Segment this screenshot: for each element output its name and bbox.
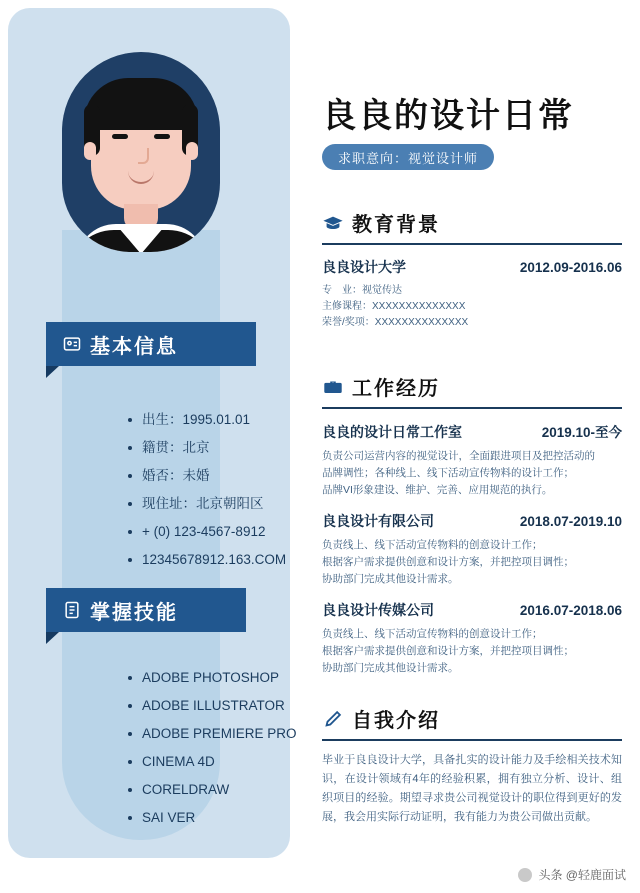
toutiao-logo-icon bbox=[518, 868, 532, 882]
section-education bbox=[322, 208, 622, 331]
avatar-eye-right bbox=[154, 134, 170, 139]
education-title: 教育背景 bbox=[352, 214, 440, 236]
about-title: 自我介绍 bbox=[352, 710, 440, 732]
briefcase-icon bbox=[322, 376, 344, 398]
experience-company: 良良设计传媒公司 bbox=[322, 602, 434, 618]
basic-info-list bbox=[88, 406, 286, 574]
list-item: ADOBE ILLUSTRATOR bbox=[128, 692, 297, 720]
experience-details: 负责公司运营内容的视觉设计，全面跟进项目及把控活动的 品牌调性；各种线上、线下活动宣传物料的设计工作； 品牌VI形象建设、维护、完善、应用规范的执行。 bbox=[322, 450, 595, 496]
avatar-nose bbox=[138, 148, 149, 164]
skills-heading bbox=[46, 588, 246, 632]
list-item: SAI VER bbox=[128, 804, 297, 832]
list-item: CORELDRAW bbox=[128, 776, 297, 804]
list-item: ADOBE PREMIERE PRO bbox=[128, 720, 297, 748]
list-item: 籍贯：北京 bbox=[128, 434, 286, 462]
experience-company: 良良的设计日常工作室 bbox=[322, 424, 462, 440]
experience-entry-row bbox=[322, 511, 622, 531]
list-item: 出生：1995.01.01 bbox=[128, 406, 286, 434]
ribbon-fold-basic bbox=[46, 366, 59, 378]
education-date: 2012.09-2016.06 bbox=[519, 260, 622, 275]
right-column bbox=[312, 0, 632, 893]
footer-text: 头条 @轻鹿面试 bbox=[538, 868, 626, 882]
ribbon-fold-skills bbox=[46, 632, 59, 644]
experience-heading bbox=[322, 372, 622, 409]
avatar-blob bbox=[62, 52, 220, 252]
pen-icon bbox=[322, 708, 344, 730]
list-item: 现住址：北京朝阳区 bbox=[128, 490, 286, 518]
skills-icon bbox=[62, 600, 82, 620]
list-item: 12345678912.163.COM bbox=[128, 546, 286, 574]
experience-entry-row bbox=[322, 421, 622, 442]
skills-list bbox=[88, 664, 297, 832]
avatar-hair bbox=[84, 78, 198, 130]
job-intent-badge: 求职意向：视觉设计师 bbox=[322, 144, 494, 170]
id-card-icon bbox=[62, 334, 82, 354]
about-heading bbox=[322, 704, 622, 741]
experience-company: 良良设计有限公司 bbox=[322, 513, 434, 529]
experience-date: 2018.07-2019.10 bbox=[519, 514, 622, 529]
education-details: 专 业：视觉传达 主修课程：XXXXXXXXXXXXXX 荣誉/奖项：XXXXXXXXXXXXXX bbox=[322, 285, 469, 328]
page-title: 良良的设计日常 bbox=[322, 97, 574, 135]
avatar bbox=[62, 52, 220, 252]
skills-title: 掌握技能 bbox=[90, 601, 178, 624]
experience-entry-row bbox=[322, 600, 622, 620]
education-school: 良良设计大学 bbox=[322, 259, 406, 275]
basic-info-title: 基本信息 bbox=[90, 335, 178, 358]
experience-title: 工作经历 bbox=[352, 378, 440, 400]
list-item: 婚否：未婚 bbox=[128, 462, 286, 490]
experience-date: 2016.07-2018.06 bbox=[519, 603, 622, 618]
list-item: CINEMA 4D bbox=[128, 748, 297, 776]
list-item: + (0) 123-4567-8912 bbox=[128, 518, 286, 546]
section-about bbox=[322, 704, 622, 827]
education-entry-row bbox=[322, 257, 622, 277]
experience-date: 2019.10-至今 bbox=[541, 425, 622, 440]
education-heading bbox=[322, 208, 622, 245]
basic-info-heading bbox=[46, 322, 256, 366]
footer-watermark bbox=[518, 866, 626, 883]
graduation-cap-icon bbox=[322, 212, 344, 234]
experience-details: 负责线上、线下活动宣传物料的创意设计工作； 根据客户需求提供创意和设计方案，并把控项目调性； 协助部门完成其他设计需求。 bbox=[322, 628, 574, 674]
avatar-ear-right bbox=[186, 142, 198, 160]
avatar-eye-left bbox=[112, 134, 128, 139]
experience-details: 负责线上、线下活动宣传物料的创意设计工作； 根据客户需求提供创意和设计方案，并把控项目调性； 协助部门完成其他设计需求。 bbox=[322, 539, 574, 585]
section-experience bbox=[322, 372, 622, 677]
avatar-ear-left bbox=[84, 142, 96, 160]
about-text: 毕业于良良设计大学，具备扎实的设计能力及手绘相关技术知识，在设计领域有4年的经验积累，拥有独立分析、设计、组织项目的经验。期望寻求贵公司视觉设计的职位得到更好的发展，我会用实际行动证明，我有能力为贵公司做出贡献。 bbox=[322, 754, 622, 823]
list-item: ADOBE PHOTOSHOP bbox=[128, 664, 297, 692]
